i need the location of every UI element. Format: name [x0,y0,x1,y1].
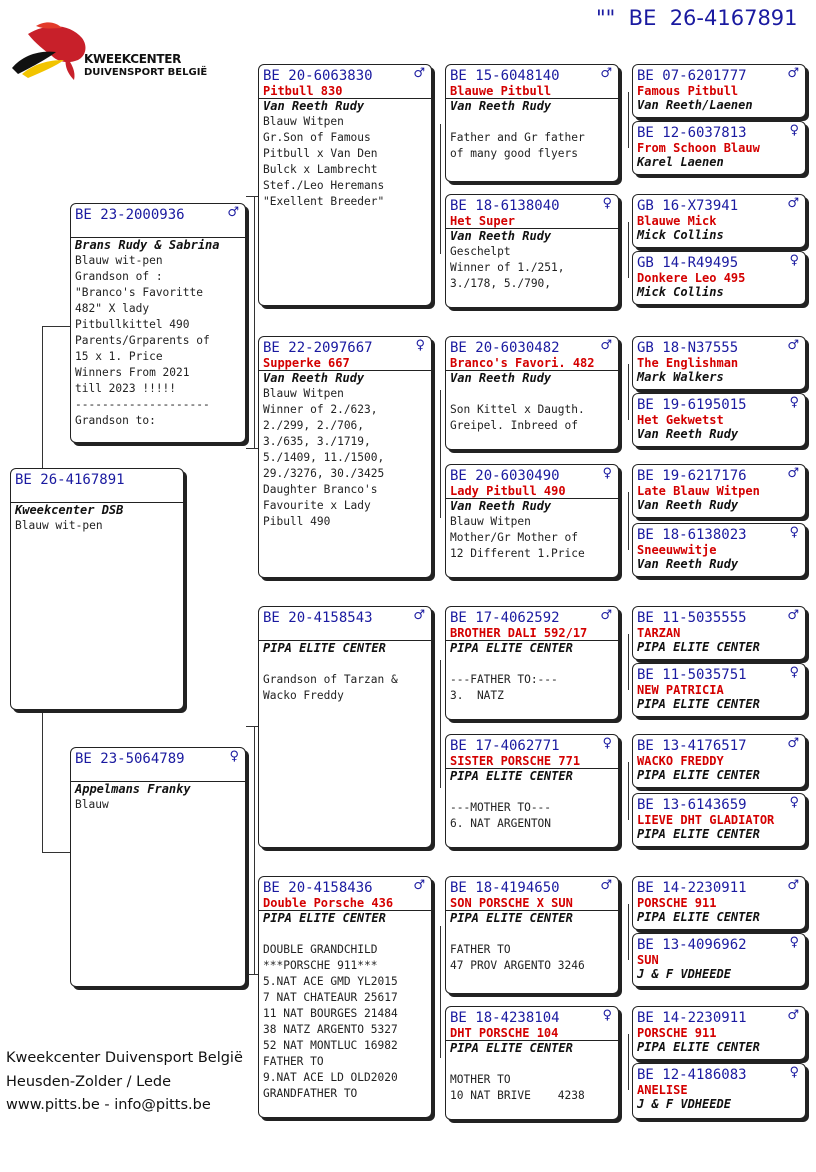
pigeon-card-gen2[interactable] [258,336,432,578]
owner-name: PIPA ELITE CENTER [637,640,760,654]
pigeon-description: ---MOTHER TO--- 6. NAT ARGENTON [450,801,552,830]
connector [628,904,629,960]
owner-name: Appelmans Franky [71,781,245,797]
ring-number: BE 17-4062771 ♀ [450,736,612,754]
connector [42,326,43,470]
owner-name: PIPA ELITE CENTER [637,827,760,841]
pigeon-name: From Schoon Blauw [637,141,760,155]
pigeon-name: Het Super [450,214,516,228]
connector [42,326,70,327]
ring-number: BE 19-6195015 ♀ [637,395,799,413]
pigeon-name: Supperke 667 [263,356,350,370]
connector [440,124,441,254]
pigeon-description: Blauw Witpen Winner of 2./623, 2./299, 2./706, 3./635, 3./1719, 5./1409, 11./1500, 29./3276, 30./3425 Daughter Branco's Favourite x Lady Pibull 490 [263,387,385,528]
connector [440,926,441,1058]
pigeon-card-gen3[interactable] [445,194,619,308]
pigeon-description: Blauw [75,798,109,811]
pigeon-description: FATHER TO 47 PROV ARGENTO 3246 [450,943,585,972]
pigeon-name: NEW PATRICIA [637,683,724,697]
owner-name: PIPA ELITE CENTER [259,910,431,926]
owner-name: Karel Laenen [637,155,724,169]
pigeon-name [263,626,427,640]
pigeon-card-gen2[interactable] [258,876,432,1118]
ring-number: BE 13-6143659 ♀ [637,795,799,813]
owner-name: Mark Walkers [637,370,724,384]
pigeon-card-gen3[interactable] [445,1006,619,1120]
ring-number: BE 15-6048140 ♂ [450,66,612,84]
ring-number: BE 17-4062592 ♂ [450,608,612,626]
pigeon-name: ANELISE [637,1083,688,1097]
pigeon-card-gen4[interactable] [632,734,806,788]
pigeon-name: The Englishman [637,356,739,370]
ring-number: BE 18-4194650 ♂ [450,878,612,896]
female-symbol-icon: ♀ [789,665,799,680]
female-symbol-icon: ♀ [229,749,239,764]
connector [628,92,629,148]
male-symbol-icon: ♂ [787,466,799,481]
pigeon-card-gen3[interactable] [445,734,619,848]
pigeon-name: WACKO FREDDY [637,754,724,768]
connector [246,974,258,975]
owner-name: Van Reeth Rudy [446,228,618,244]
owner-name: Van Reeth Rudy [259,98,431,114]
pigeon-name: Blauwe Pitbull [450,84,552,98]
pigeon-name: Branco's Favori. 482 [450,356,595,370]
pigeon-name: BROTHER DALI 592/17 [450,626,588,640]
pigeon-card-gen4[interactable] [632,464,806,518]
owner-name: Mick Collins [637,285,724,299]
owner-name: PIPA ELITE CENTER [637,697,760,711]
pigeon-card-gen4[interactable] [632,1063,806,1119]
connector [254,196,255,448]
pigeon-card-gen4[interactable] [632,523,806,577]
owner-name: Van Reeth Rudy [259,370,431,386]
pigeon-card-gen4[interactable] [632,64,806,118]
ring-number: GB 16-X73941 ♂ [637,196,799,214]
pigeon-name [75,223,241,237]
pigeon-name: Late Blauw Witpen [637,484,760,498]
pigeon-card-subject[interactable] [10,468,184,710]
male-symbol-icon: ♂ [600,66,612,81]
male-symbol-icon: ♂ [413,878,425,893]
pigeon-description: Son Kittel x Daugth. Greipel. Inbreed of [450,403,585,432]
ring-number: BE 12-6037813 ♀ [637,123,799,141]
male-symbol-icon: ♂ [413,608,425,623]
female-symbol-icon: ♀ [602,196,612,211]
pigeon-card-gen4[interactable] [632,793,806,847]
pigeon-description: MOTHER TO 10 NAT BRIVE 4238 [450,1073,585,1102]
pigeon-card-father[interactable] [70,203,246,443]
female-symbol-icon: ♀ [602,736,612,751]
pigeon-card-gen3[interactable] [445,336,619,450]
pigeon-card-gen4[interactable] [632,1006,806,1060]
pigeon-description: Blauw Witpen Gr.Son of Famous Pitbull x Van Den Bulck x Lambrecht Stef./Leo Heremans "Exellent Breeder" [263,115,385,208]
owner-name: Van Reeth Rudy [637,557,739,571]
connector [628,222,629,278]
ring-number: BE 18-4238104 ♀ [450,1008,612,1026]
owner-name: Van Reeth Rudy [446,498,618,514]
connector [440,660,441,788]
pigeon-card-gen4[interactable] [632,663,806,717]
owner-name: PIPA ELITE CENTER [446,910,618,926]
owner-name: Van Reeth Rudy [637,498,739,512]
pigeon-card-gen4[interactable] [632,336,806,390]
ring-number: BE 20-4158436 ♂ [263,878,425,896]
pigeon-card-gen4[interactable] [632,251,806,305]
female-symbol-icon: ♀ [789,525,799,540]
ring-number: GB 18-N37555 ♂ [637,338,799,356]
pedigree-ring-header: "" BE 26-4167891 [596,6,798,30]
ring-number: BE 14-2230911 ♂ [637,1008,799,1026]
female-symbol-icon: ♀ [789,795,799,810]
footer-company: Kweekcenter Duivensport België [6,1050,243,1066]
pigeon-description: Blauw wit-pen [15,519,103,532]
male-symbol-icon: ♂ [787,736,799,751]
pigeon-name: SISTER PORSCHE 771 [450,754,581,768]
connector [246,196,258,197]
pigeon-card-gen3[interactable] [445,606,619,720]
pigeon-card-gen4[interactable] [632,606,806,660]
owner-name: Van Reeth Rudy [446,98,618,114]
pigeon-description: DOUBLE GRANDCHILD ***PORSCHE 911*** 5.NAT ACE GMD YL2015 7 NAT CHATEAUR 25617 11 NAT BOURGES 21484 38 NATZ ARGENTO 5327 52 NAT MONTLUC 16982 FATHER TO 9.NAT ACE LD OLD2020 GRANDFATHER TO [263,943,398,1100]
pigeon-description: ---FATHER TO:--- 3. NATZ [450,673,558,702]
owner-name: PIPA ELITE CENTER [446,768,618,784]
owner-name: PIPA ELITE CENTER [446,640,618,656]
male-symbol-icon: ♂ [600,878,612,893]
owner-name: Van Reeth Rudy [637,427,739,441]
pigeon-description: Blauw wit-pen Grandson of : "Branco's Favoritte 482" X lady Pitbullkittel 490 Parents/Grparents of 15 x 1. Price Winners From 2021 till 2023 !!!!! -------------------- Grandson to: [75,254,210,427]
male-symbol-icon: ♂ [787,1008,799,1023]
male-symbol-icon: ♂ [600,608,612,623]
ring-number: BE 26-4167891 [15,472,125,488]
ring-number: BE 14-2230911 ♂ [637,878,799,896]
owner-name: J & F VDHEEDE [637,967,731,981]
connector [42,710,43,852]
pigeon-name: Pitbull 830 [263,84,343,98]
pigeon-card-gen4[interactable] [632,194,806,248]
ring-number: BE 12-4186083 ♀ [637,1065,799,1083]
pigeon-description: Geschelpt Winner of 1./251, 3./178, 5./790, [450,245,565,290]
pigeon-card-gen4[interactable] [632,876,806,930]
ring-number: BE 18-6138023 ♀ [637,525,799,543]
ring-number: BE 23-2000936 ♂ [75,205,239,223]
pigeon-description: Father and Gr father of many good flyers [450,131,585,160]
owner-name: PIPA ELITE CENTER [637,1040,760,1054]
male-symbol-icon: ♂ [787,196,799,211]
ring-number: BE 13-4096962 ♀ [637,935,799,953]
pigeon-card-gen2[interactable] [258,606,432,848]
owner-name: PIPA ELITE CENTER [259,640,431,656]
male-symbol-icon: ♂ [787,66,799,81]
connector [628,492,629,550]
connector [440,390,441,518]
female-symbol-icon: ♀ [789,395,799,410]
pigeon-card-gen4[interactable] [632,393,806,447]
ring-number: BE 20-6063830 ♂ [263,66,425,84]
ring-number: BE 07-6201777 ♂ [637,66,799,84]
owner-name: PIPA ELITE CENTER [637,768,760,782]
male-symbol-icon: ♂ [227,205,239,220]
pigeon-name: Blauwe Mick [637,214,717,228]
owner-name: Mick Collins [637,228,724,242]
female-symbol-icon: ♀ [789,253,799,268]
pigeon-description: Grandson of Tarzan & Wacko Freddy [263,673,398,702]
owner-name: PIPA ELITE CENTER [446,1040,618,1056]
owner-name: Van Reeth Rudy [446,370,618,386]
pigeon-name: Famous Pitbull [637,84,739,98]
owner-name: Brans Rudy & Sabrina [71,237,245,253]
pigeon-name: SON PORSCHE X SUN [450,896,573,910]
ring-number: GB 14-R49495 ♀ [637,253,799,271]
pigeon-name: PORSCHE 911 [637,896,717,910]
pigeon-card-gen3[interactable] [445,464,619,578]
footer-location: Heusden-Zolder / Lede [6,1074,172,1090]
pigeon-name: Donkere Leo 495 [637,271,746,285]
pigeon-card-mother[interactable] [70,747,246,987]
connector [628,762,629,820]
pigeon-name [15,488,179,502]
female-symbol-icon: ♀ [789,123,799,138]
connector [42,852,70,853]
pigeon-name: Het Gekwetst [637,413,724,427]
logo-line1: KWEEKCENTER [84,52,182,66]
pigeon-card-gen3[interactable] [445,876,619,994]
owner-name: Kweekcenter DSB [11,502,183,518]
ring-number: BE 20-6030490 ♀ [450,466,612,484]
pigeon-name: Double Porsche 436 [263,896,394,910]
male-symbol-icon: ♂ [413,66,425,81]
pigeon-card-gen2[interactable] [258,64,432,306]
pigeon-name: DHT PORSCHE 104 [450,1026,559,1040]
connector [246,448,258,449]
female-symbol-icon: ♀ [602,466,612,481]
pigeon-name: LIEVE DHT GLADIATOR [637,813,775,827]
pigeon-name [75,767,241,781]
owner-name: PIPA ELITE CENTER [637,910,760,924]
pigeon-name: Sneeuwwitje [637,543,717,557]
female-symbol-icon: ♀ [602,1008,612,1023]
pigeon-name: TARZAN [637,626,681,640]
female-symbol-icon: ♀ [415,338,425,353]
connector [246,726,258,727]
ring-number: BE 20-6030482 ♂ [450,338,612,356]
ring-number: BE 22-2097667 ♀ [263,338,425,356]
pigeon-description: Blauw Witpen Mother/Gr Mother of 12 Different 1.Price [450,515,585,560]
owner-name: Van Reeth/Laenen [637,98,753,112]
female-symbol-icon: ♀ [789,935,799,950]
ring-number: BE 13-4176517 ♂ [637,736,799,754]
connector [628,634,629,690]
ring-number: BE 11-5035751 ♀ [637,665,799,683]
ring-number: BE 19-6217176 ♂ [637,466,799,484]
female-symbol-icon: ♀ [789,1065,799,1080]
male-symbol-icon: ♂ [787,338,799,353]
ring-number: BE 23-5064789 ♀ [75,749,239,767]
male-symbol-icon: ♂ [787,608,799,623]
owner-name: J & F VDHEEDE [637,1097,731,1111]
male-symbol-icon: ♂ [600,338,612,353]
pigeon-card-gen3[interactable] [445,64,619,182]
logo-line2: DUIVENSPORT BELGIË [84,67,208,78]
footer-contact-link[interactable]: www.pitts.be - info@pitts.be [6,1097,211,1113]
connector [254,726,255,974]
pigeon-card-gen4[interactable] [632,121,806,175]
pigeon-name: SUN [637,953,659,967]
pigeon-name: Lady Pitbull 490 [450,484,566,498]
ring-number: BE 11-5035555 ♂ [637,608,799,626]
male-symbol-icon: ♂ [787,878,799,893]
connector [628,1034,629,1090]
pigeon-name: PORSCHE 911 [637,1026,717,1040]
connector [628,364,629,420]
ring-number: BE 20-4158543 ♂ [263,608,425,626]
ring-number: BE 18-6138040 ♀ [450,196,612,214]
pigeon-card-gen4[interactable] [632,933,806,987]
